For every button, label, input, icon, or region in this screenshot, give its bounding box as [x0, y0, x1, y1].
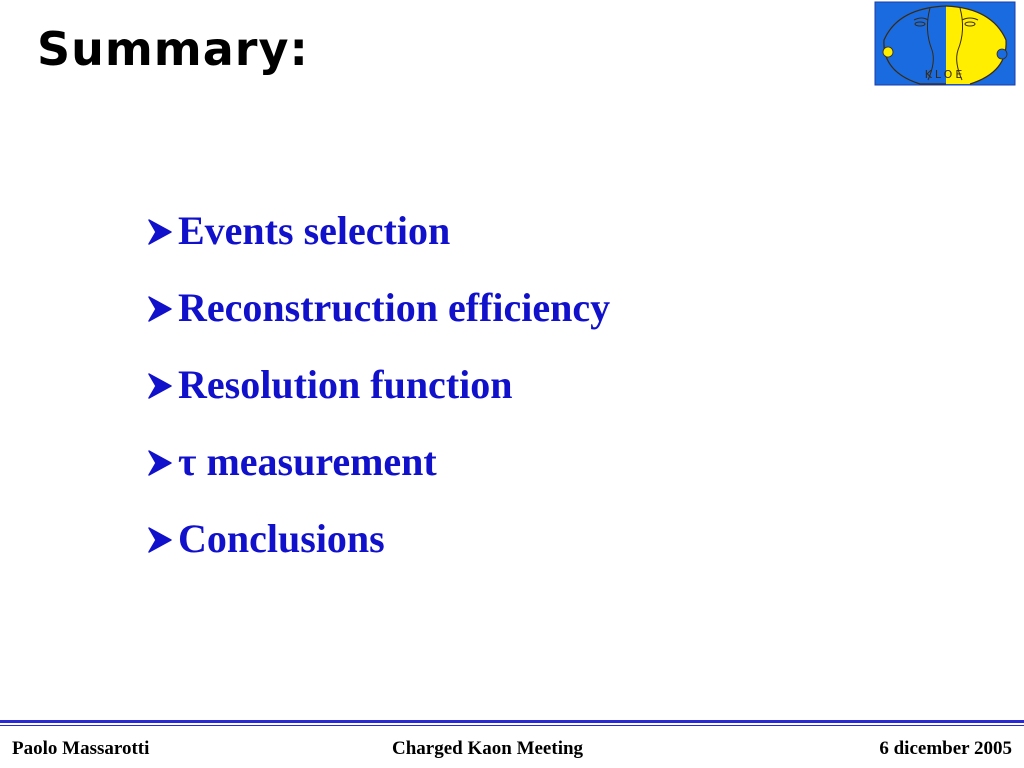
list-item-label: Conclusions — [178, 516, 385, 561]
arrow-bullet-icon — [146, 211, 174, 251]
arrow-bullet-icon — [146, 365, 174, 405]
list-item-label: Reconstruction efficiency — [178, 285, 611, 330]
list-item-label: Events selection — [178, 208, 451, 253]
arrow-bullet-icon — [146, 288, 174, 328]
svg-text:KLOE: KLOE — [924, 68, 966, 81]
arrow-bullet-icon — [146, 442, 174, 482]
footer-divider-thin — [0, 725, 1024, 726]
footer-meeting: Charged Kaon Meeting — [392, 738, 584, 759]
kloe-logo — [874, 0, 1016, 86]
list-item-label: Resolution function — [178, 362, 513, 407]
list-item-label: τ measurement — [178, 439, 437, 484]
footer-date: 6 dicember 2005 — [879, 738, 1012, 759]
list-item — [146, 192, 610, 269]
summary-list — [146, 192, 610, 577]
slide-title: Summary: — [37, 22, 309, 76]
list-item — [146, 269, 610, 346]
list-item — [146, 346, 610, 423]
footer-author: Paolo Massarotti — [12, 738, 150, 759]
list-item — [146, 500, 610, 577]
list-item — [146, 423, 610, 500]
footer-divider — [0, 720, 1024, 723]
arrow-bullet-icon — [146, 519, 174, 559]
